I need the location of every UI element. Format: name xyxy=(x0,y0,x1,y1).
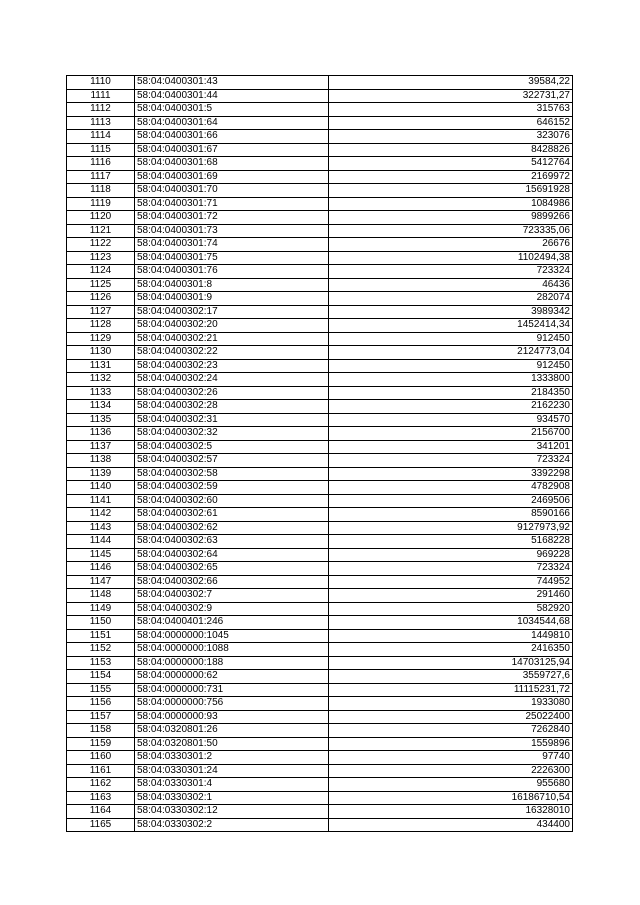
row-number-cell: 1127 xyxy=(67,305,135,319)
value-cell: 97740 xyxy=(329,751,573,765)
cadastral-number-cell: 58:04:0400302:21 xyxy=(135,332,329,346)
table-row xyxy=(67,562,573,576)
cadastral-number-cell: 58:04:0400302:31 xyxy=(135,413,329,427)
row-number-cell: 1112 xyxy=(67,103,135,117)
cadastral-number-cell: 58:04:0400301:64 xyxy=(135,116,329,130)
table-row xyxy=(67,184,573,198)
cadastral-number-cell: 58:04:0000000:731 xyxy=(135,683,329,697)
cadastral-number-cell: 58:04:0000000:62 xyxy=(135,670,329,684)
value-cell: 16328010 xyxy=(329,805,573,819)
cadastral-number-cell: 58:04:0400302:61 xyxy=(135,508,329,522)
row-number-cell: 1148 xyxy=(67,589,135,603)
value-cell: 723324 xyxy=(329,562,573,576)
table-row xyxy=(67,89,573,103)
table-row xyxy=(67,818,573,832)
value-cell: 1559896 xyxy=(329,737,573,751)
value-cell: 315763 xyxy=(329,103,573,117)
value-cell: 1333800 xyxy=(329,373,573,387)
row-number-cell: 1146 xyxy=(67,562,135,576)
cadastral-number-cell: 58:04:0400302:62 xyxy=(135,521,329,535)
cadastral-number-cell: 58:04:0330302:2 xyxy=(135,818,329,832)
value-cell: 25022400 xyxy=(329,710,573,724)
table-row xyxy=(67,130,573,144)
row-number-cell: 1135 xyxy=(67,413,135,427)
table-row xyxy=(67,521,573,535)
table-row xyxy=(67,332,573,346)
table-row xyxy=(67,508,573,522)
row-number-cell: 1156 xyxy=(67,697,135,711)
value-cell: 434400 xyxy=(329,818,573,832)
value-cell: 934570 xyxy=(329,413,573,427)
row-number-cell: 1158 xyxy=(67,724,135,738)
value-cell: 14703125,94 xyxy=(329,656,573,670)
table-row xyxy=(67,265,573,279)
value-cell: 1084986 xyxy=(329,197,573,211)
value-cell: 2124773,04 xyxy=(329,346,573,360)
cadastral-number-cell: 58:04:0400302:24 xyxy=(135,373,329,387)
row-number-cell: 1117 xyxy=(67,170,135,184)
cadastral-number-cell: 58:04:0400301:70 xyxy=(135,184,329,198)
value-cell: 955680 xyxy=(329,778,573,792)
table-row xyxy=(67,751,573,765)
value-cell: 2184350 xyxy=(329,386,573,400)
cadastral-number-cell: 58:04:0400302:66 xyxy=(135,575,329,589)
cadastral-number-cell: 58:04:0400301:71 xyxy=(135,197,329,211)
value-cell: 15691928 xyxy=(329,184,573,198)
table-row xyxy=(67,292,573,306)
value-cell: 282074 xyxy=(329,292,573,306)
table-row xyxy=(67,575,573,589)
row-number-cell: 1118 xyxy=(67,184,135,198)
value-cell: 4782908 xyxy=(329,481,573,495)
value-cell: 723324 xyxy=(329,265,573,279)
row-number-cell: 1143 xyxy=(67,521,135,535)
cadastral-number-cell: 58:04:0400301:76 xyxy=(135,265,329,279)
cadastral-number-cell: 58:04:0000000:756 xyxy=(135,697,329,711)
row-number-cell: 1133 xyxy=(67,386,135,400)
row-number-cell: 1164 xyxy=(67,805,135,819)
value-cell: 2226300 xyxy=(329,764,573,778)
row-number-cell: 1152 xyxy=(67,643,135,657)
row-number-cell: 1120 xyxy=(67,211,135,225)
cadastral-number-cell: 58:04:0400302:26 xyxy=(135,386,329,400)
table-row xyxy=(67,643,573,657)
table-row xyxy=(67,197,573,211)
cadastral-number-cell: 58:04:0400302:23 xyxy=(135,359,329,373)
value-cell: 7262840 xyxy=(329,724,573,738)
row-number-cell: 1123 xyxy=(67,251,135,265)
value-cell: 2169972 xyxy=(329,170,573,184)
value-cell: 1452414,34 xyxy=(329,319,573,333)
row-number-cell: 1149 xyxy=(67,602,135,616)
row-number-cell: 1131 xyxy=(67,359,135,373)
value-cell: 1102494,38 xyxy=(329,251,573,265)
table-row xyxy=(67,76,573,90)
row-number-cell: 1111 xyxy=(67,89,135,103)
table-row xyxy=(67,359,573,373)
value-cell: 46436 xyxy=(329,278,573,292)
cadastral-number-cell: 58:04:0330301:24 xyxy=(135,764,329,778)
row-number-cell: 1136 xyxy=(67,427,135,441)
table-row xyxy=(67,116,573,130)
cadastral-number-cell: 58:04:0330302:1 xyxy=(135,791,329,805)
value-cell: 291460 xyxy=(329,589,573,603)
row-number-cell: 1138 xyxy=(67,454,135,468)
value-cell: 744952 xyxy=(329,575,573,589)
table-row xyxy=(67,413,573,427)
table-row xyxy=(67,157,573,171)
cadastral-number-cell: 58:04:0400401:246 xyxy=(135,616,329,630)
row-number-cell: 1145 xyxy=(67,548,135,562)
value-cell: 8428826 xyxy=(329,143,573,157)
table-row xyxy=(67,764,573,778)
value-cell: 3559727,6 xyxy=(329,670,573,684)
value-cell: 1449810 xyxy=(329,629,573,643)
row-number-cell: 1124 xyxy=(67,265,135,279)
value-cell: 1034544,68 xyxy=(329,616,573,630)
cadastral-number-cell: 58:04:0400301:66 xyxy=(135,130,329,144)
value-cell: 5412764 xyxy=(329,157,573,171)
cadastral-number-cell: 58:04:0320801:50 xyxy=(135,737,329,751)
value-cell: 2156700 xyxy=(329,427,573,441)
cadastral-number-cell: 58:04:0400301:44 xyxy=(135,89,329,103)
table-row xyxy=(67,670,573,684)
row-number-cell: 1126 xyxy=(67,292,135,306)
cadastral-number-cell: 58:04:0400301:5 xyxy=(135,103,329,117)
cadastral-number-cell: 58:04:0400302:22 xyxy=(135,346,329,360)
value-cell: 912450 xyxy=(329,332,573,346)
cadastral-number-cell: 58:04:0400302:5 xyxy=(135,440,329,454)
cadastral-number-cell: 58:04:0400302:28 xyxy=(135,400,329,414)
row-number-cell: 1128 xyxy=(67,319,135,333)
value-cell: 969228 xyxy=(329,548,573,562)
cadastral-number-cell: 58:04:0400301:43 xyxy=(135,76,329,90)
cadastral-number-cell: 58:04:0400302:64 xyxy=(135,548,329,562)
value-cell: 323076 xyxy=(329,130,573,144)
cadastral-number-cell: 58:04:0400302:63 xyxy=(135,535,329,549)
cadastral-number-cell: 58:04:0400301:72 xyxy=(135,211,329,225)
table-row xyxy=(67,724,573,738)
cadastral-number-cell: 58:04:0400302:9 xyxy=(135,602,329,616)
table-row xyxy=(67,616,573,630)
value-cell: 1933080 xyxy=(329,697,573,711)
row-number-cell: 1151 xyxy=(67,629,135,643)
value-cell: 16186710,54 xyxy=(329,791,573,805)
row-number-cell: 1160 xyxy=(67,751,135,765)
row-number-cell: 1161 xyxy=(67,764,135,778)
cadastral-number-cell: 58:04:0400301:67 xyxy=(135,143,329,157)
cadastral-number-cell: 58:04:0400301:68 xyxy=(135,157,329,171)
table-row xyxy=(67,697,573,711)
table-row xyxy=(67,805,573,819)
cadastral-number-cell: 58:04:0400302:20 xyxy=(135,319,329,333)
value-cell: 26676 xyxy=(329,238,573,252)
table-row xyxy=(67,535,573,549)
cadastral-number-cell: 58:04:0400301:69 xyxy=(135,170,329,184)
table-row xyxy=(67,602,573,616)
value-cell: 5168228 xyxy=(329,535,573,549)
table-row xyxy=(67,224,573,238)
table-row xyxy=(67,548,573,562)
row-number-cell: 1144 xyxy=(67,535,135,549)
table-row xyxy=(67,481,573,495)
cadastral-number-cell: 58:04:0400301:8 xyxy=(135,278,329,292)
row-number-cell: 1125 xyxy=(67,278,135,292)
value-cell: 9899266 xyxy=(329,211,573,225)
row-number-cell: 1113 xyxy=(67,116,135,130)
cadastral-number-cell: 58:04:0400302:58 xyxy=(135,467,329,481)
table-row xyxy=(67,778,573,792)
value-cell: 2162230 xyxy=(329,400,573,414)
table-row xyxy=(67,427,573,441)
row-number-cell: 1115 xyxy=(67,143,135,157)
table-row xyxy=(67,251,573,265)
row-number-cell: 1139 xyxy=(67,467,135,481)
table-row xyxy=(67,346,573,360)
table-row xyxy=(67,238,573,252)
row-number-cell: 1154 xyxy=(67,670,135,684)
table-row xyxy=(67,683,573,697)
table-row xyxy=(67,170,573,184)
value-cell: 8590166 xyxy=(329,508,573,522)
row-number-cell: 1130 xyxy=(67,346,135,360)
table-row xyxy=(67,589,573,603)
row-number-cell: 1141 xyxy=(67,494,135,508)
cadastral-number-cell: 58:04:0400301:73 xyxy=(135,224,329,238)
row-number-cell: 1122 xyxy=(67,238,135,252)
cadastral-number-cell: 58:04:0400302:32 xyxy=(135,427,329,441)
value-cell: 582920 xyxy=(329,602,573,616)
row-number-cell: 1163 xyxy=(67,791,135,805)
table-row xyxy=(67,440,573,454)
cadastral-number-cell: 58:04:0320801:26 xyxy=(135,724,329,738)
row-number-cell: 1114 xyxy=(67,130,135,144)
table-row xyxy=(67,400,573,414)
value-cell: 341201 xyxy=(329,440,573,454)
cadastral-number-cell: 58:04:0400301:9 xyxy=(135,292,329,306)
row-number-cell: 1129 xyxy=(67,332,135,346)
value-cell: 11115231,72 xyxy=(329,683,573,697)
table-row xyxy=(67,737,573,751)
cadastral-number-cell: 58:04:0330302:12 xyxy=(135,805,329,819)
row-number-cell: 1132 xyxy=(67,373,135,387)
row-number-cell: 1159 xyxy=(67,737,135,751)
row-number-cell: 1116 xyxy=(67,157,135,171)
row-number-cell: 1119 xyxy=(67,197,135,211)
value-cell: 646152 xyxy=(329,116,573,130)
cadastral-number-cell: 58:04:0400301:75 xyxy=(135,251,329,265)
table-row xyxy=(67,791,573,805)
cadastral-number-cell: 58:04:0000000:188 xyxy=(135,656,329,670)
row-number-cell: 1121 xyxy=(67,224,135,238)
table-row xyxy=(67,305,573,319)
row-number-cell: 1165 xyxy=(67,818,135,832)
cadastral-number-cell: 58:04:0330301:2 xyxy=(135,751,329,765)
row-number-cell: 1157 xyxy=(67,710,135,724)
value-cell: 723324 xyxy=(329,454,573,468)
row-number-cell: 1134 xyxy=(67,400,135,414)
table-row xyxy=(67,710,573,724)
table-row xyxy=(67,656,573,670)
cadastral-number-cell: 58:04:0000000:1045 xyxy=(135,629,329,643)
table-row xyxy=(67,211,573,225)
cadastral-number-cell: 58:04:0400302:59 xyxy=(135,481,329,495)
value-cell: 723335,06 xyxy=(329,224,573,238)
table-row xyxy=(67,454,573,468)
row-number-cell: 1140 xyxy=(67,481,135,495)
row-number-cell: 1142 xyxy=(67,508,135,522)
cadastral-number-cell: 58:04:0000000:93 xyxy=(135,710,329,724)
value-cell: 9127973,92 xyxy=(329,521,573,535)
table-row xyxy=(67,494,573,508)
cadastral-number-cell: 58:04:0000000:1088 xyxy=(135,643,329,657)
table-row xyxy=(67,629,573,643)
value-cell: 39584,22 xyxy=(329,76,573,90)
table-row xyxy=(67,319,573,333)
cadastral-number-cell: 58:04:0400302:57 xyxy=(135,454,329,468)
row-number-cell: 1155 xyxy=(67,683,135,697)
table-row xyxy=(67,103,573,117)
cadastral-number-cell: 58:04:0400302:17 xyxy=(135,305,329,319)
row-number-cell: 1162 xyxy=(67,778,135,792)
cadastral-number-cell: 58:04:0330301:4 xyxy=(135,778,329,792)
value-cell: 3392298 xyxy=(329,467,573,481)
value-cell: 322731,27 xyxy=(329,89,573,103)
value-cell: 912450 xyxy=(329,359,573,373)
table-row xyxy=(67,278,573,292)
cadastral-value-table xyxy=(66,75,573,832)
row-number-cell: 1150 xyxy=(67,616,135,630)
cadastral-number-cell: 58:04:0400301:74 xyxy=(135,238,329,252)
row-number-cell: 1147 xyxy=(67,575,135,589)
value-cell: 3989342 xyxy=(329,305,573,319)
table-row xyxy=(67,143,573,157)
table-row xyxy=(67,467,573,481)
table-body xyxy=(67,76,573,832)
value-cell: 2416350 xyxy=(329,643,573,657)
cadastral-number-cell: 58:04:0400302:7 xyxy=(135,589,329,603)
cadastral-number-cell: 58:04:0400302:60 xyxy=(135,494,329,508)
cadastral-number-cell: 58:04:0400302:65 xyxy=(135,562,329,576)
table-row xyxy=(67,386,573,400)
row-number-cell: 1110 xyxy=(67,76,135,90)
row-number-cell: 1153 xyxy=(67,656,135,670)
row-number-cell: 1137 xyxy=(67,440,135,454)
table-row xyxy=(67,373,573,387)
value-cell: 2469506 xyxy=(329,494,573,508)
